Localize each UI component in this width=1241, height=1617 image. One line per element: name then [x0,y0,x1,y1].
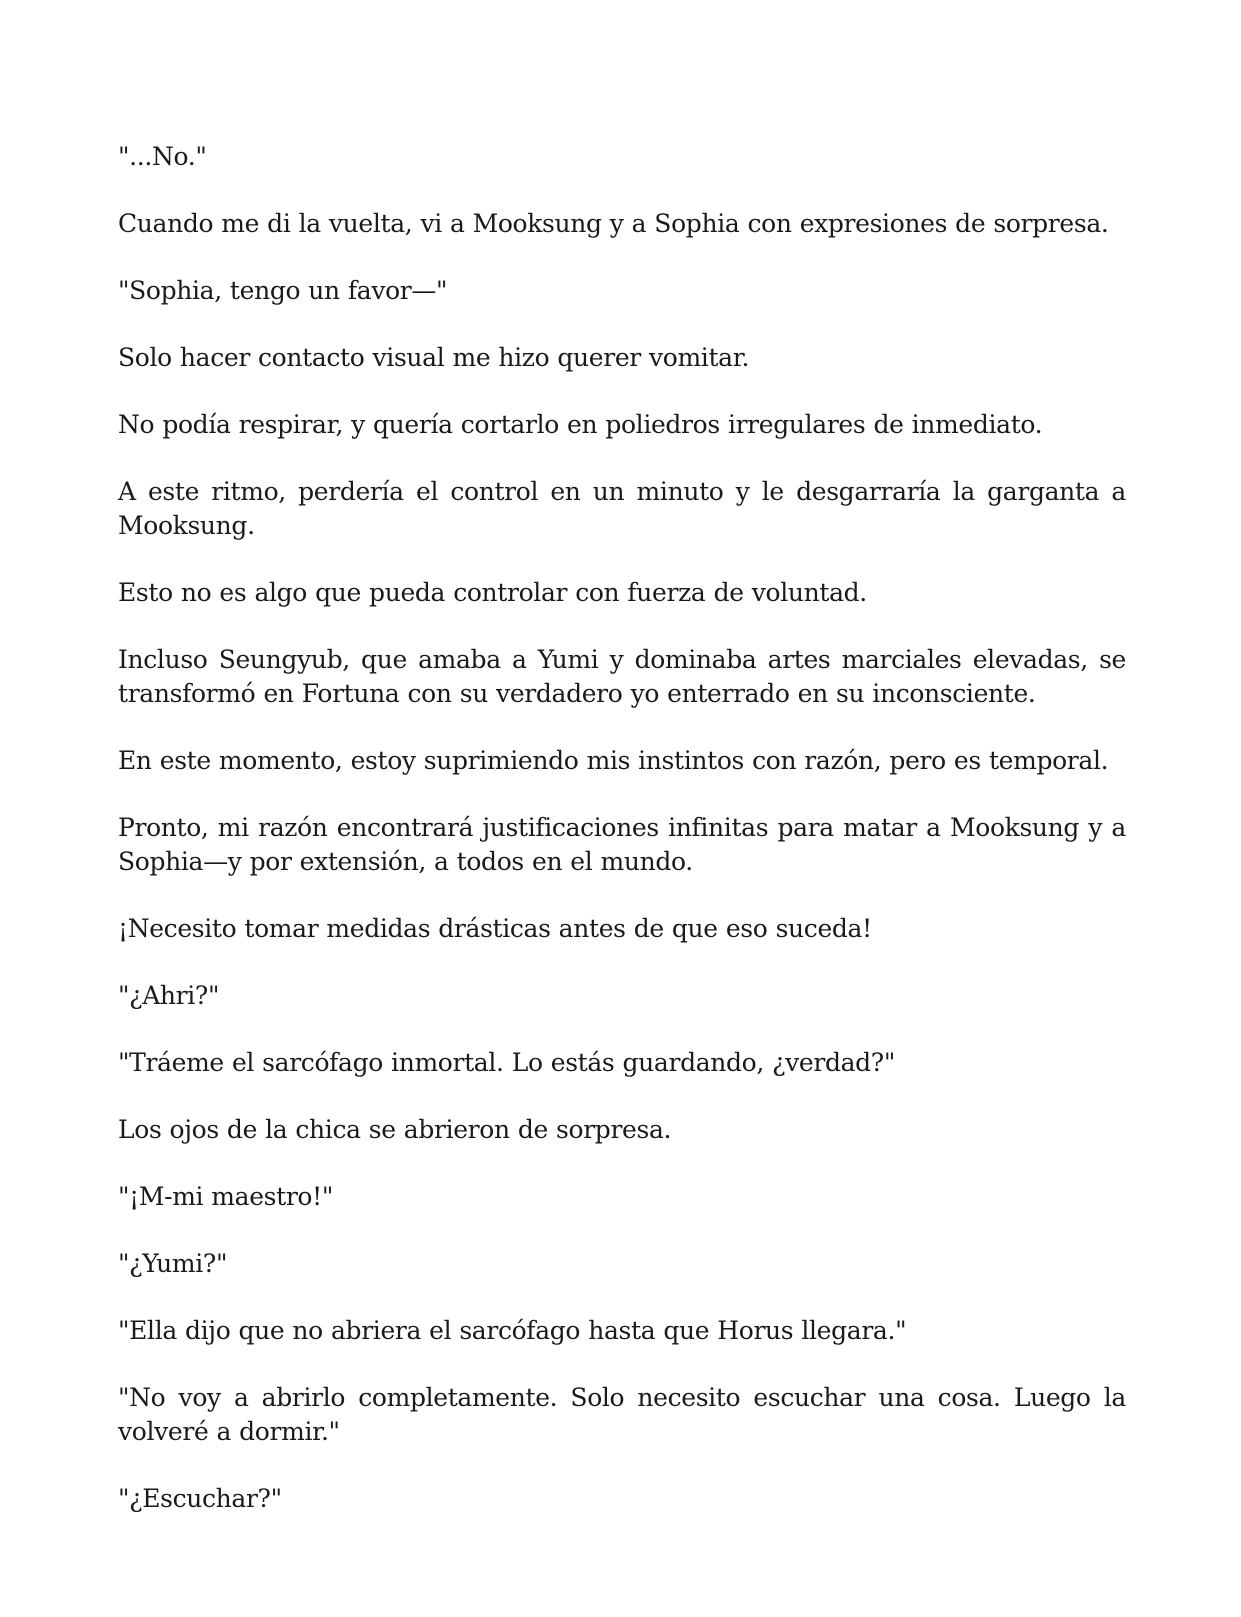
paragraph-6: A este ritmo, perdería el control en un minuto y le desgarraría la garganta a Mooksung. [118,477,1126,540]
paragraph-13: "Tráeme el sarcófago inmortal. Lo estás guardando, ¿verdad?" [118,1048,896,1077]
paragraph-10: Pronto, mi razón encontrará justificaciones infinitas para matar a Mooksung y a Sophia—y por extensión, a todos en el mundo. [118,813,1126,876]
paragraph-15: "¡M-mi maestro!" [118,1182,333,1211]
body-text [118,140,1126,1549]
paragraph-18: "No voy a abrirlo completamente. Solo necesito escuchar una cosa. Luego la volveré a dormir." [118,1383,1126,1446]
paragraph-11: ¡Necesito tomar medidas drásticas antes de que eso suceda! [118,914,872,943]
paragraph-4: Solo hacer contacto visual me hizo querer vomitar. [118,343,750,372]
paragraph-19: "¿Escuchar?" [118,1484,282,1513]
paragraph-7: Esto no es algo que pueda controlar con fuerza de voluntad. [118,578,867,607]
paragraph-16: "¿Yumi?" [118,1249,228,1278]
paragraph-14: Los ojos de la chica se abrieron de sorpresa. [118,1115,672,1144]
paragraph-1: "...No." [118,142,207,171]
paragraph-2: Cuando me di la vuelta, vi a Mooksung y a Sophia con expresiones de sorpresa. [118,209,1109,238]
paragraph-8: Incluso Seungyub, que amaba a Yumi y dominaba artes marciales elevadas, se transformó en Fortuna con su verdadero yo enterrado en su inconsciente. [118,645,1126,708]
paragraph-12: "¿Ahri?" [118,981,220,1010]
paragraph-9: En este momento, estoy suprimiendo mis instintos con razón, pero es temporal. [118,746,1109,775]
paragraph-5: No podía respirar, y quería cortarlo en poliedros irregulares de inmediato. [118,410,1043,439]
paragraph-3: "Sophia, tengo un favor—" [118,276,448,305]
paragraph-17: "Ella dijo que no abriera el sarcófago hasta que Horus llegara." [118,1316,907,1345]
